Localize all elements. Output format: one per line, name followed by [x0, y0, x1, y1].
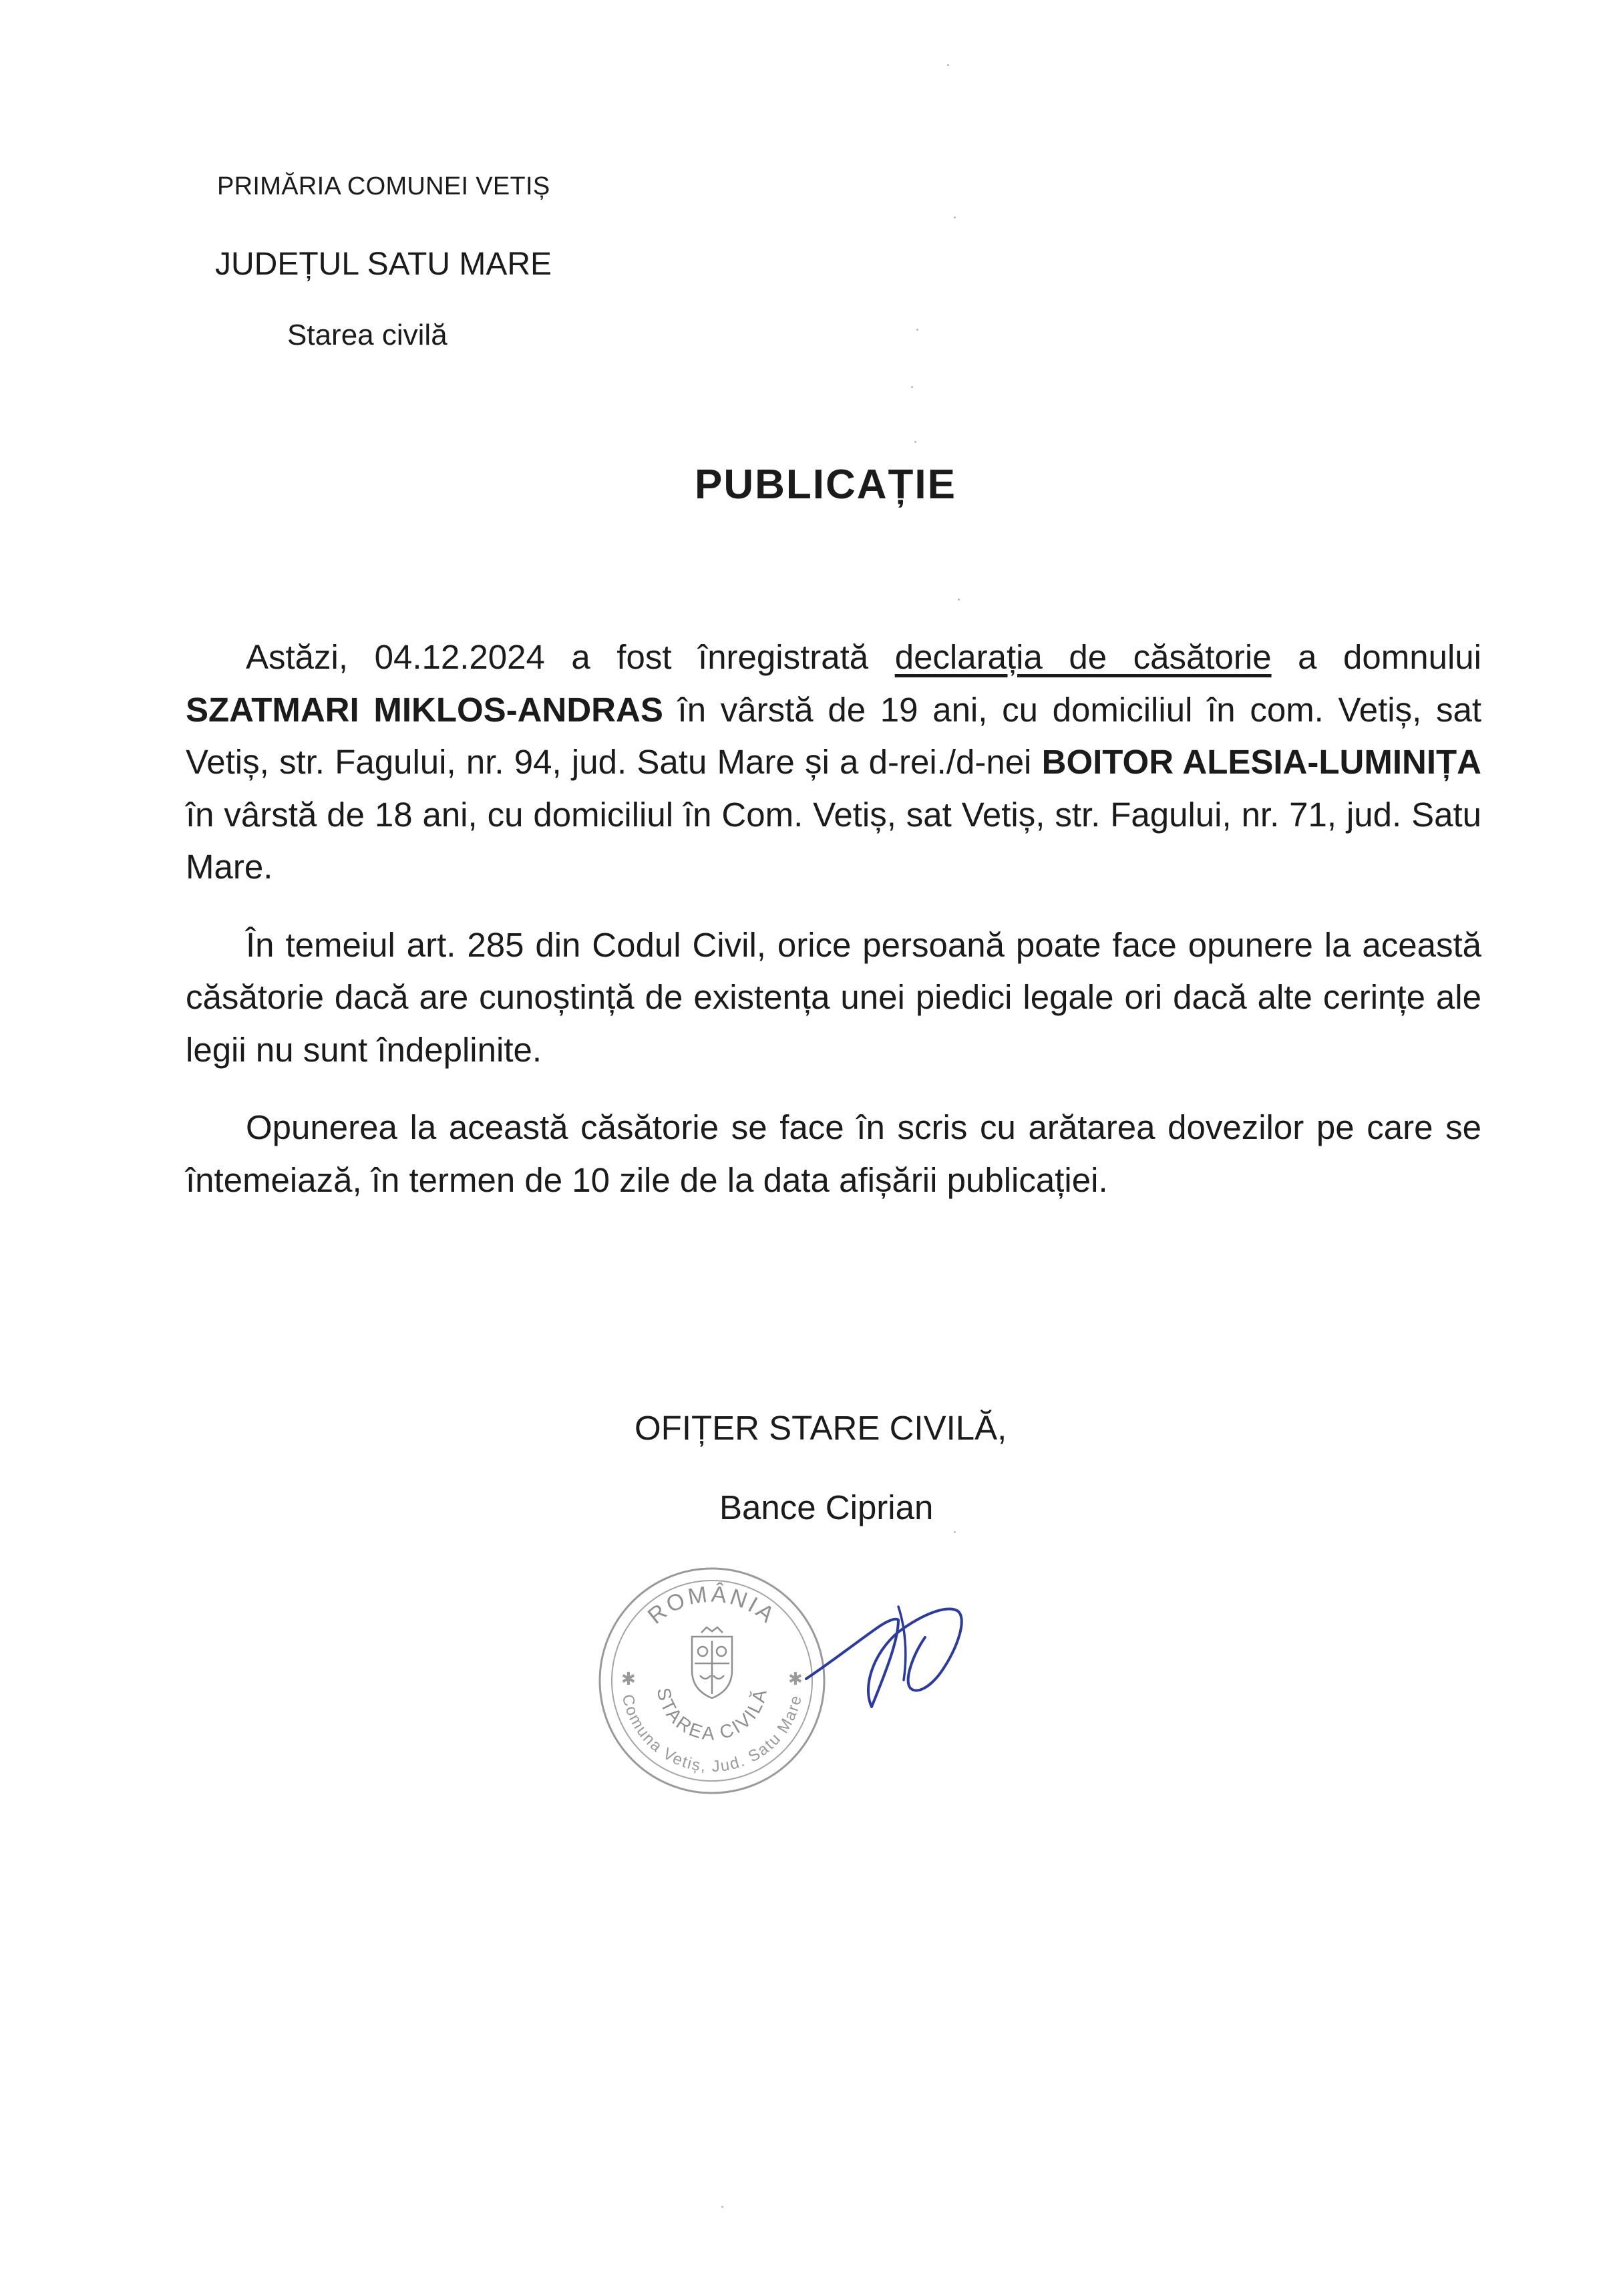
scan-speck: [911, 386, 913, 388]
document-title: PUBLICAȚIE: [695, 462, 956, 508]
declaration-underlined-text: declarația de căsătorie: [894, 638, 1272, 676]
announcement-paragraph: Astăzi, 04.12.2024 a fost înregistrată declarația de căsătorie a domnului SZATMARI MIKLOS-ANDRAS în vârstă de 19 ani, cu domiciliul în com. Vetiș, sat Vetiș, str. Fagului, nr. 94, jud. Satu Mare și a d-rei./d-nei BOITOR ALESIA-LUMINIȚA în vârstă de 18 ani, cu domiciliul în Com. Vetiș, sat Vetiș, str. Fagului, nr. 71, jud. Satu Mare.: [186, 638, 1482, 886]
legal-basis-paragraph: În temeiul art. 285 din Codul Civil, orice persoană poate face opunere la această căsătorie dacă are cunoștință de existența unei piedici legale ori dacă alte cerințe ale legii nu sunt îndeplinite.: [186, 925, 1481, 1069]
officer-name: Bance Ciprian: [719, 1488, 934, 1526]
svg-text:✱: ✱: [788, 1669, 803, 1689]
officer-role: OFIȚER STARE CIVILĂ,: [635, 1409, 1007, 1447]
svg-text:ROMÂNIA: ROMÂNIA: [643, 1581, 781, 1629]
groom-name: SZATMARI MIKLOS-ANDRAS: [186, 690, 663, 729]
scan-speck: [914, 441, 916, 443]
scan-speck: [947, 64, 949, 66]
svg-text:Comuna Vetiș, Jud. Satu Mare: Comuna Vetiș, Jud. Satu Mare: [618, 1692, 806, 1776]
bride-name: BOITOR ALESIA-LUMINIȚA: [1041, 743, 1481, 781]
scan-speck: [954, 216, 956, 218]
scan-speck: [721, 2206, 723, 2208]
coat-of-arms-icon: [692, 1627, 732, 1698]
scan-speck: [954, 1531, 956, 1533]
document-body: [186, 631, 1481, 1232]
institution-name: PRIMĂRIA COMUNEI VETIȘ: [217, 172, 550, 200]
scan-speck: [958, 599, 960, 601]
county-name: JUDEȚUL SATU MARE: [215, 247, 552, 282]
svg-text:✱: ✱: [621, 1669, 636, 1689]
department-name: Starea civilă: [287, 319, 448, 351]
opposition-paragraph: Opunerea la această căsătorie se face în scris cu arătarea dovezilor pe care se întemeiază, în termen de 10 zile de la data afișării publicației.: [186, 1108, 1481, 1199]
handwritten-signature: [798, 1580, 972, 1740]
svg-text:STAREA CIVILĂ: STAREA CIVILĂ: [653, 1685, 771, 1744]
scan-speck: [916, 329, 918, 331]
official-stamp: [594, 1563, 830, 1798]
